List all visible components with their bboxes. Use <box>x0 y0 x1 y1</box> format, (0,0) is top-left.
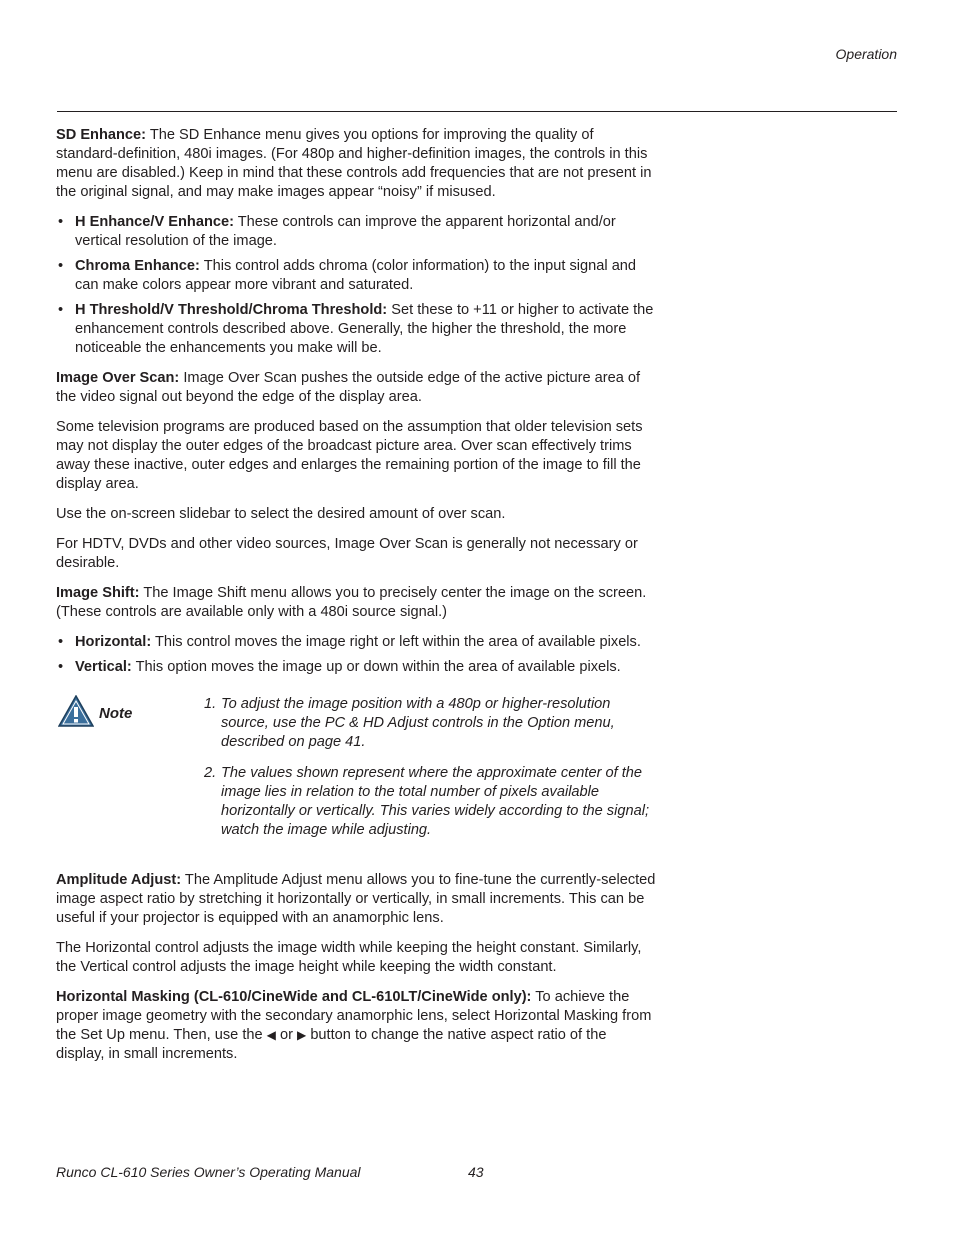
horizontal-masking-text: To achieve the proper image geometry with the secondary anamorphic lens, select Horizontal Masking from the Set Up menu. Then, use the <box>56 989 652 1043</box>
body-paragraph: The Horizontal control adjusts the image width while keeping the height constant. Similarly, the Vertical control adjusts the image height while keeping the width constant. <box>56 940 642 975</box>
note-item <box>204 695 654 752</box>
horizontal-masking-title: Horizontal Masking (CL-610/CineWide and CL-610LT/CineWide only): <box>56 989 532 1005</box>
amplitude-adjust-paragraph <box>56 871 656 928</box>
page-number: 43 <box>468 1164 484 1180</box>
sd-enhance-title: SD Enhance: <box>56 127 147 143</box>
footer-title: Runco CL-610 Series Owner’s Operating Manual <box>56 1164 361 1180</box>
bullet-title: Chroma Enhance: <box>75 258 200 274</box>
header-rule <box>57 111 897 112</box>
image-shift-paragraph <box>56 584 656 622</box>
body-paragraph: Some television programs are produced based on the assumption that older television sets may not display the outer edges of the broadcast picture area. Over scan effectively trims away these inactive, outer edges and enlarges the remaining portion of the image to fill the display area. <box>56 419 643 492</box>
bullet-text: This control moves the image right or left within the area of available pixels. <box>155 634 641 650</box>
page-content <box>56 126 656 1075</box>
note-list <box>204 695 654 852</box>
list-item <box>56 257 656 295</box>
bullet-title: Horizontal: <box>75 634 152 650</box>
bullet-text: Set these to +11 or higher to activate the enhancement controls described above. Generally, the higher the threshold, the more noticeable the enhancements you make will be. <box>75 302 654 356</box>
left-arrow-icon: ◀ <box>266 1028 276 1042</box>
note-item <box>204 764 654 840</box>
image-over-scan-text: Image Over Scan pushes the outside edge of the active picture area of the video signal out beyond the edge of the display area. <box>56 370 641 405</box>
sd-enhance-text: The SD Enhance menu gives you options for improving the quality of standard-definition, 480i images. (For 480p and higher-definition images, the controls in this menu are disabled.) Keep in mind that these controls add frequencies that are not present in the original signal, and may make images appear “noisy” if misused. <box>56 127 652 200</box>
section-header: Operation <box>835 46 897 62</box>
image-over-scan-title: Image Over Scan: <box>56 370 180 386</box>
body-paragraph: Use the on-screen slidebar to select the desired amount of over scan. <box>56 506 506 522</box>
sd-enhance-list <box>56 213 656 358</box>
note-number: 2. <box>204 765 217 781</box>
list-item <box>56 633 656 652</box>
right-arrow-icon: ▶ <box>297 1028 307 1042</box>
amplitude-adjust-text: The Amplitude Adjust menu allows you to fine-tune the currently-selected image aspect ratio by stretching it horizontally or vertically, in small increments. This can be useful if your projector is equipped with an anamorphic lens. <box>56 872 656 926</box>
or-text: or <box>279 1027 293 1043</box>
bullet-text: This control adds chroma (color information) to the input signal and can make colors appear more vibrant and saturated. <box>75 258 637 293</box>
bullet-title: Vertical: <box>75 659 132 675</box>
image-shift-text: The Image Shift menu allows you to precisely center the image on the screen. (These controls are available only with a 480i source signal.) <box>56 585 647 620</box>
body-paragraph: For HDTV, DVDs and other video sources, Image Over Scan is generally not necessary or desirable. <box>56 536 638 571</box>
horizontal-masking-paragraph <box>56 988 656 1064</box>
image-over-scan-paragraph <box>56 369 656 407</box>
list-item <box>56 658 656 677</box>
list-item <box>56 213 656 251</box>
image-shift-list <box>56 633 656 677</box>
note-number: 1. <box>204 696 217 712</box>
sd-enhance-paragraph <box>56 126 656 202</box>
image-shift-title: Image Shift: <box>56 585 140 601</box>
warning-triangle-icon <box>58 695 94 727</box>
bullet-text: This option moves the image up or down within the area of available pixels. <box>135 659 621 675</box>
horizontal-masking-text-end: button to change the native aspect ratio of the display, in small increments. <box>56 1027 607 1062</box>
bullet-text: These controls can improve the apparent horizontal and/or vertical resolution of the image. <box>75 214 616 249</box>
list-item <box>56 301 656 358</box>
bullet-title: H Enhance/V Enhance: <box>75 214 234 230</box>
note-box <box>56 695 656 860</box>
note-text: To adjust the image position with a 480p or higher-resolution source, use the PC & HD Adjust controls in the Option menu, described on page 41. <box>221 696 615 750</box>
bullet-title: H Threshold/V Threshold/Chroma Threshold: <box>75 302 388 318</box>
note-text: The values shown represent where the approximate center of the image lies in relation to the total number of pixels available horizontally or vertically. This varies widely according to the signal; watch the image while adjusting. <box>221 765 649 838</box>
amplitude-adjust-title: Amplitude Adjust: <box>56 872 182 888</box>
note-label: Note <box>99 705 133 722</box>
